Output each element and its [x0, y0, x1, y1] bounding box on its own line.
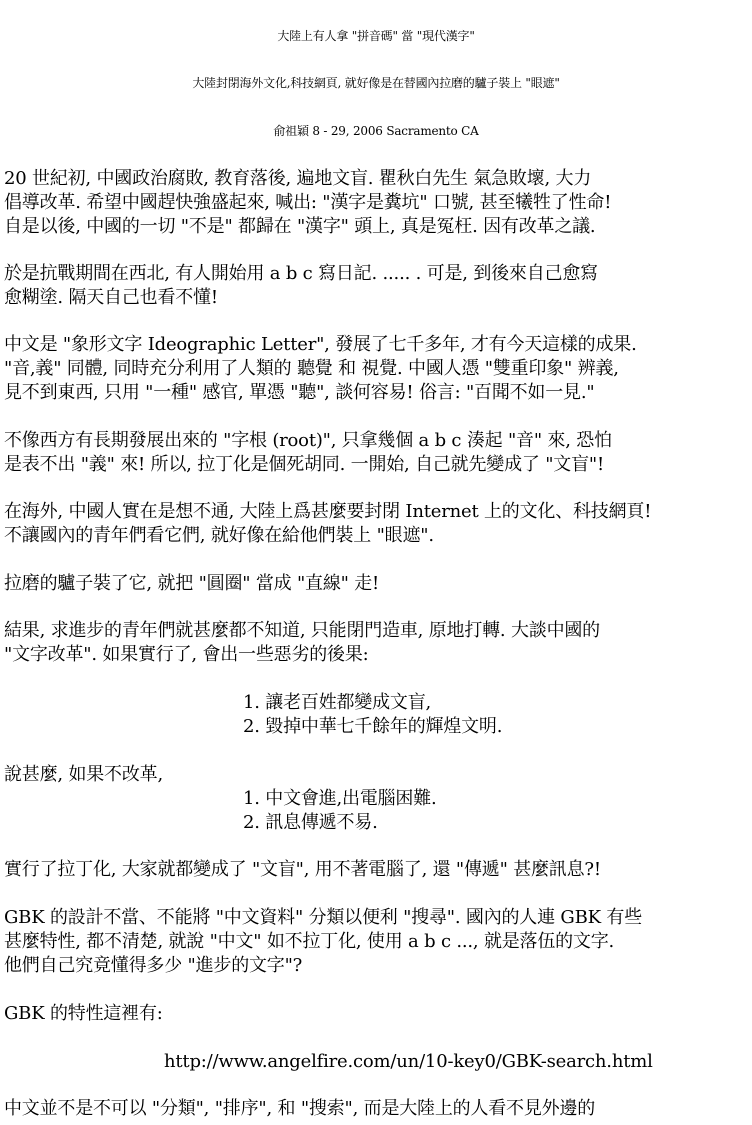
- paragraph-line: 見不到東西, 只用 "一種" 感官, 單憑 "聽", 談何容易! 俗言: "百聞不如一見.": [4, 382, 595, 403]
- paragraph-line: 是表不出 "義" 來! 所以, 拉丁化是個死胡同. 一開始, 自己就先變成了 "文盲"!: [4, 454, 604, 475]
- paragraph-line: 說甚麼, 如果不改革,: [4, 764, 163, 785]
- page-subtitle: 大陸封閉海外文化,科技網頁, 就好像是在替國內拉磨的驢子裝上 "眼遮": [192, 76, 560, 90]
- paragraph-line: 實行了拉丁化, 大家就都變成了 "文盲", 用不著電腦了, 還 "傳遞" 甚麼訊息?!: [4, 859, 601, 880]
- paragraph-line: 結果, 求進步的青年們就甚麼都不知道, 只能閉門造車, 原地打轉. 大談中國的: [4, 620, 600, 641]
- paragraph-line: 拉磨的驢子裝了它, 就把 "圓圈" 當成 "直線" 走!: [4, 573, 380, 594]
- paragraph-line: 中文是 "象形文字 Ideographic Letter", 發展了七千多年, 才有今天這樣的成果.: [4, 334, 637, 355]
- reference-link[interactable]: http://www.angelfire.com/un/10-key0/GBK-search.html: [164, 1051, 653, 1072]
- paragraph-line: GBK 的特性這裡有:: [4, 1003, 163, 1024]
- list-item: 2. 毀掉中華七千餘年的輝煌文明.: [243, 716, 503, 737]
- paragraph-line: 不像西方有長期發展出來的 "字根 (root)", 只拿幾個 a b c 湊起 "音" 來, 恐怕: [4, 430, 612, 451]
- paragraph-line: 中文並不是不可以 "分類", "排序", 和 "搜索", 而是大陸上的人看不見外邊的: [4, 1098, 596, 1119]
- paragraph-line: 不讓國內的青年們看它們, 就好像在給他們裝上 "眼遮".: [4, 525, 434, 546]
- paragraph-line: 愈糊塗. 隔天自己也看不懂!: [4, 287, 218, 308]
- page-title: 大陸上有人拿 "拼音碼" 當 "現代漢字": [277, 29, 475, 43]
- list-item: 1. 中文會進,出電腦困難.: [243, 788, 437, 809]
- byline: 俞祖穎 8 - 29, 2006 Sacramento CA: [273, 124, 479, 138]
- list-item: 2. 訊息傳遞不易.: [243, 812, 378, 833]
- paragraph-line: "文字改革". 如果實行了, 會出一些惡劣的後果:: [4, 644, 369, 665]
- paragraph-line: GBK 的設計不當、不能將 "中文資料" 分類以便利 "搜尋". 國內的人連 GBK 有些: [4, 907, 642, 928]
- paragraph-line: 20 世紀初, 中國政治腐敗, 教育落後, 遍地文盲. 瞿秋白先生 氣急敗壞, 大力: [4, 168, 592, 189]
- paragraph-line: 甚麼特性, 都不清楚, 就說 "中文" 如不拉丁化, 使用 a b c ..., 就是落伍的文字.: [4, 931, 615, 952]
- list-item: 1. 讓老百姓都變成文盲,: [243, 692, 432, 713]
- paragraph-line: 於是抗戰期間在西北, 有人開始用 a b c 寫日記. ..... . 可是, 到後來自己愈寫: [4, 263, 598, 284]
- paragraph-line: "音,義" 同體, 同時充分利用了人類的 聽覺 和 視覺. 中國人憑 "雙重印象" 辨義,: [4, 358, 619, 379]
- paragraph-line: 自是以後, 中國的一切 "不是" 都歸在 "漢字" 頭上, 真是冤枉. 因有改革之議.: [4, 216, 596, 237]
- paragraph-line: 倡導改革. 希望中國趕快強盛起來, 喊出: "漢字是糞坑" 口號, 甚至犧牲了性命!: [4, 192, 612, 213]
- paragraph-line: 在海外, 中國人實在是想不通, 大陸上爲甚麼要封閉 Internet 上的文化、科技網頁!: [4, 501, 652, 522]
- paragraph-line: 他們自己究竟懂得多少 "進步的文字"?: [4, 955, 303, 976]
